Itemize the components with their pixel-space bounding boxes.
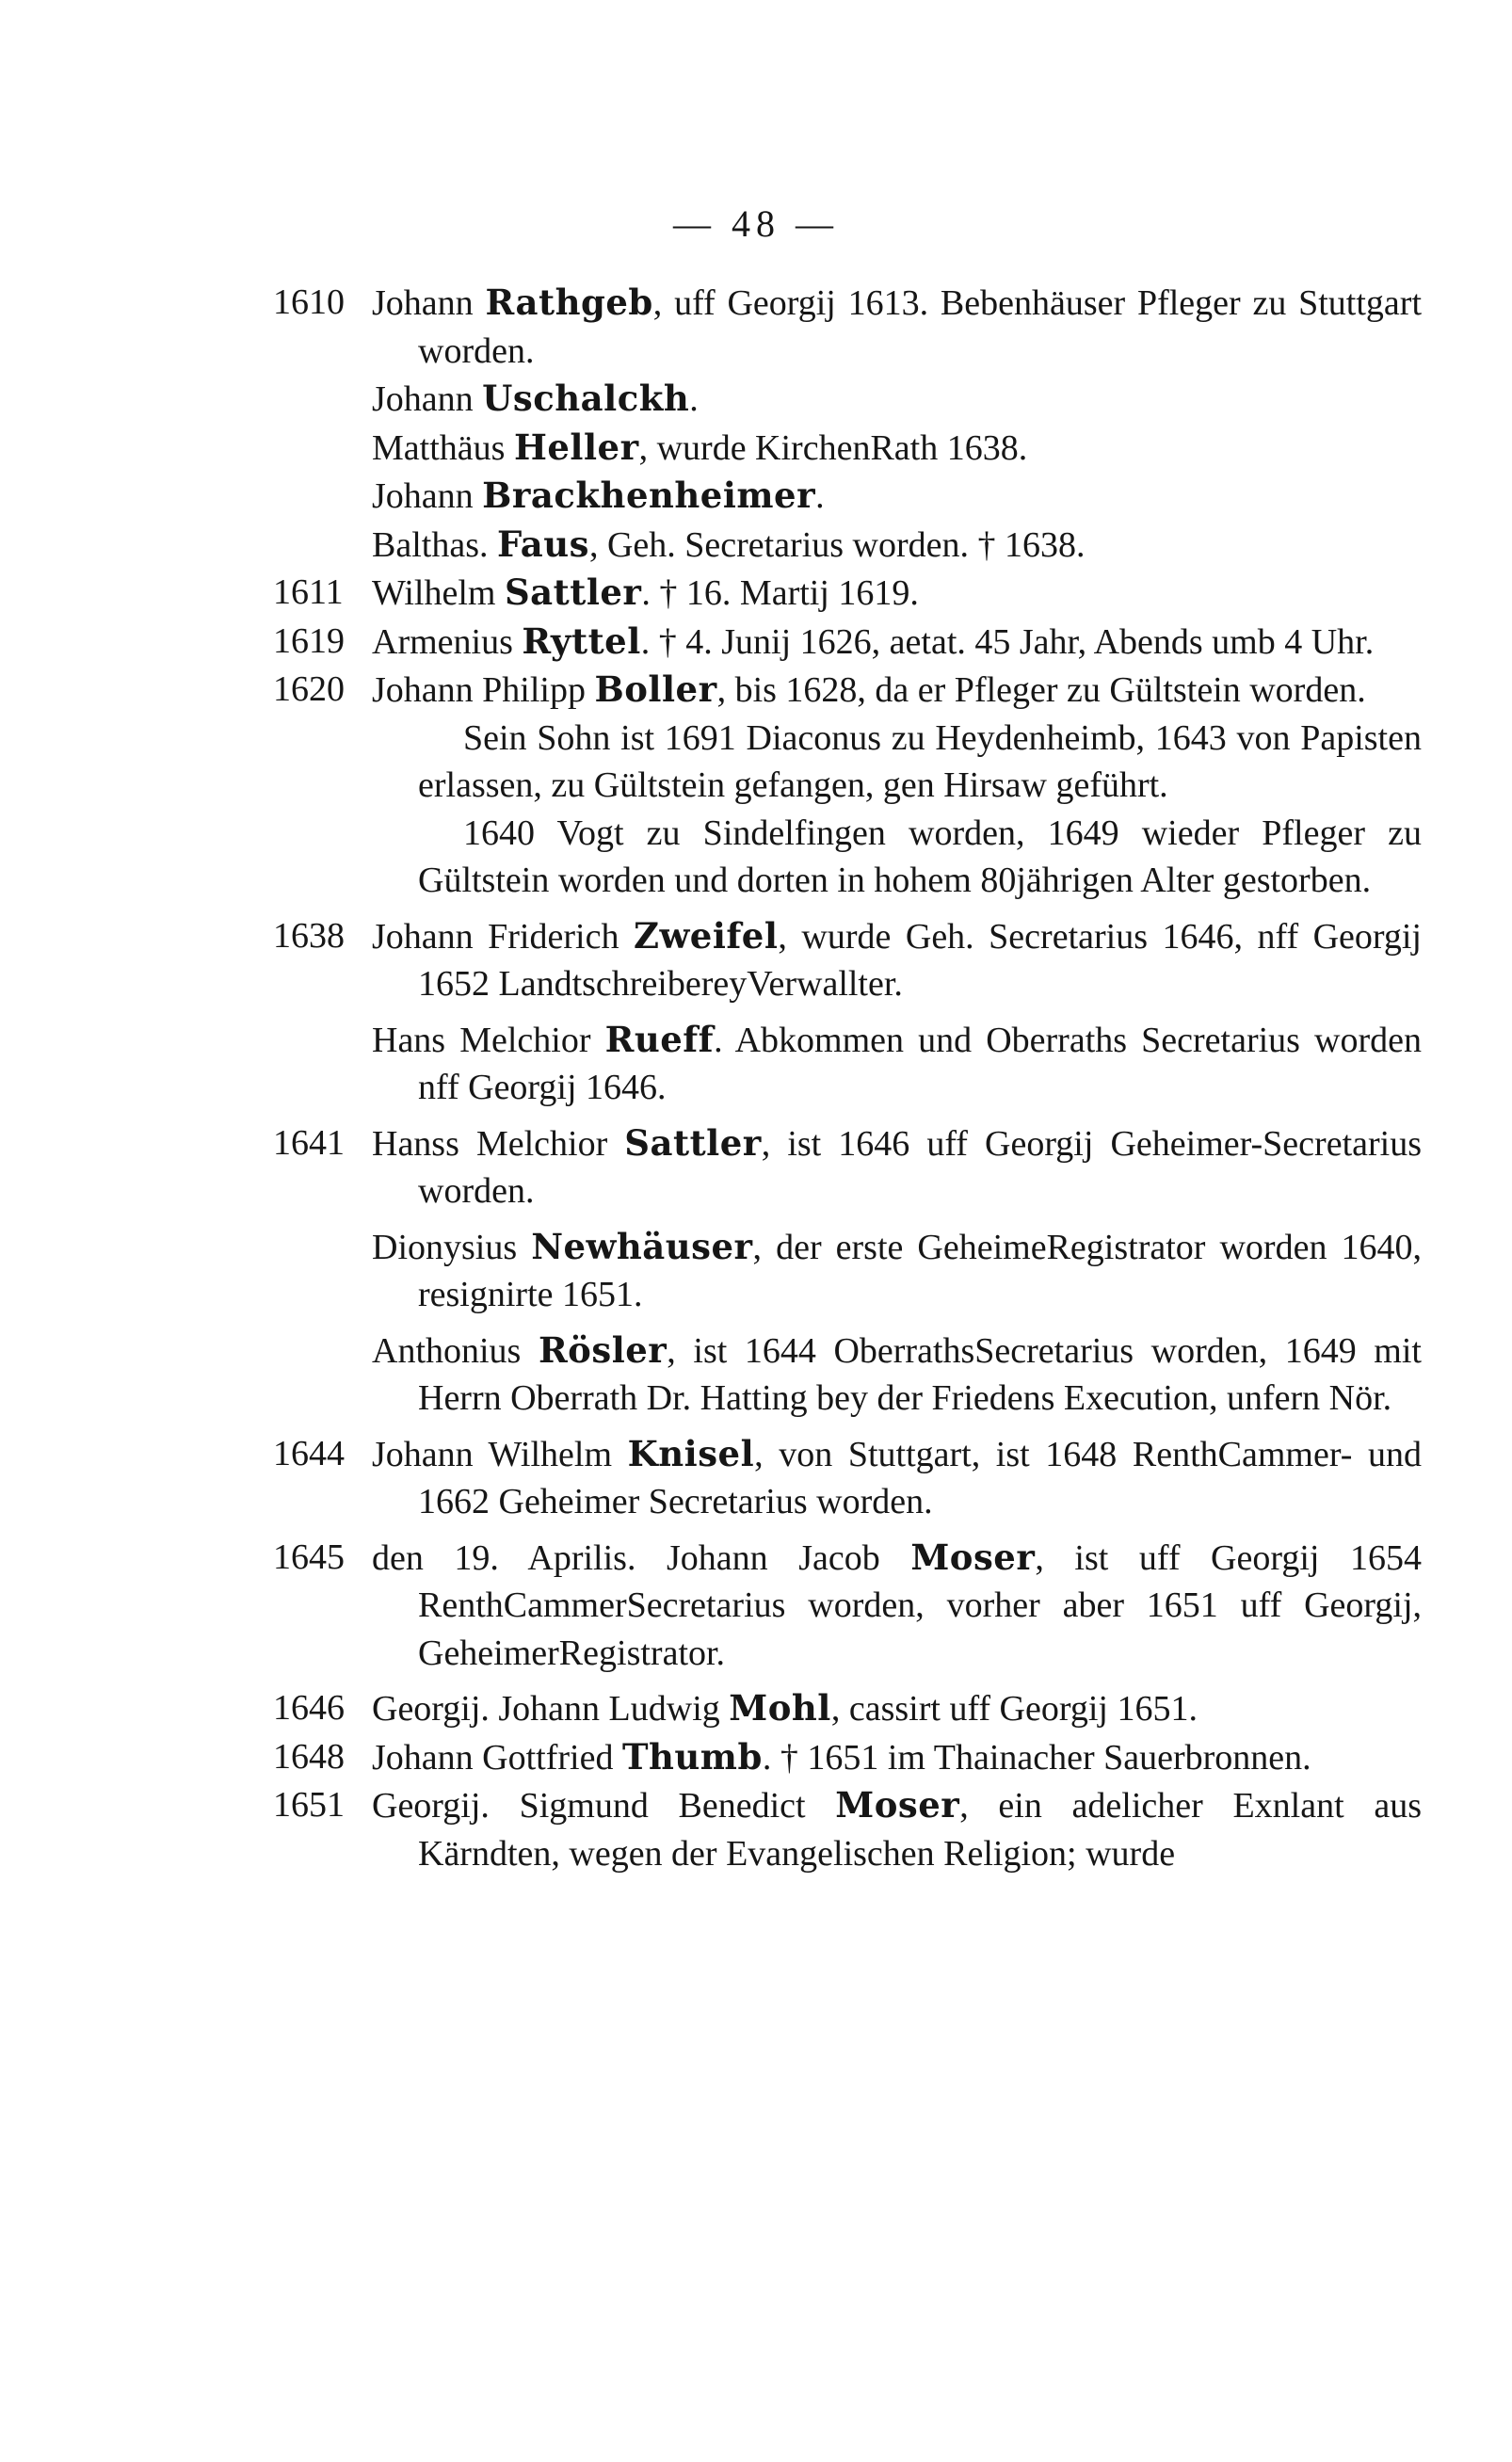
entry-text: Johann Gottfried Thumb. † 1651 im Thainacher Sauerbronnen. <box>372 1735 1311 1778</box>
entry-newhaeuser <box>273 1223 1422 1319</box>
entry-uschalckh <box>273 375 1422 424</box>
note-paragraph: 1640 Vogt zu Sindelfingen worden, 1649 wieder Pfleger zu Gültstein worden und dorten in hohem 80jährigen Alter gestorben. <box>418 813 1422 900</box>
entry-text: Georgij. Johann Ludwig Mohl, cassirt uff Georgij 1651. <box>372 1687 1198 1729</box>
register-list <box>273 279 1422 1877</box>
entry-text: Johann Brackhenheimer. <box>372 475 825 516</box>
entry-rueff <box>273 1016 1422 1112</box>
entry-text: Johann Wilhelm Knisel, von Stuttgart, ist 1648 RenthCammer- und 1662 Geheimer Secretarius worden. <box>372 1432 1422 1521</box>
entry-1619-ryttel <box>273 618 1422 667</box>
entry-boller-note-2 <box>273 810 1422 905</box>
entry-text: Hanss Melchior Sattler, ist 1646 uff Georgij Geheimer-Secretarius worden. <box>372 1121 1422 1211</box>
note-paragraph: Sein Sohn ist 1691 Diaconus zu Heydenheimb, 1643 von Papisten erlassen, zu Gültstein gefangen, gen Hirsaw geführt. <box>418 717 1422 805</box>
entry-1651-moser <box>273 1781 1422 1877</box>
entry-year <box>273 1016 372 1112</box>
entry-text: Johann Rathgeb, uff Georgij 1613. Bebenhäuser Pfleger zu Stuttgart worden. <box>372 282 1423 371</box>
person-name: Rathgeb <box>485 282 653 323</box>
person-name: Knisel <box>627 1432 755 1474</box>
entry-year: 1646 <box>273 1688 345 1728</box>
entry-year <box>273 1223 372 1319</box>
person-name: Ryttel <box>522 620 641 662</box>
person-name: Rueff <box>604 1018 715 1060</box>
entry-text: Wilhelm Sattler. † 16. Martij 1619. <box>372 571 919 613</box>
entry-year: 1645 <box>273 1537 345 1577</box>
entry-year: 1620 <box>273 669 345 709</box>
entry-year: 1651 <box>273 1785 345 1825</box>
entry-year <box>273 1327 372 1423</box>
entry-1641-sattler <box>273 1119 1422 1215</box>
entry-year: 1619 <box>273 620 345 661</box>
entry-text: Johann Uschalckh. <box>372 378 699 419</box>
entry-year <box>273 424 372 473</box>
person-name: Brackhenheimer <box>482 475 816 516</box>
person-name: Newhäuser <box>531 1225 753 1267</box>
entry-1648-thumb <box>273 1733 1422 1782</box>
person-name: Moser <box>835 1784 960 1826</box>
entry-1611-sattler <box>273 569 1422 618</box>
entry-year: 1641 <box>273 1122 345 1163</box>
entry-1645-moser <box>273 1534 1422 1678</box>
entry-brackhenheimer <box>273 472 1422 521</box>
entry-roesler <box>273 1327 1422 1423</box>
person-name: Uschalckh <box>482 378 690 419</box>
person-name: Sattler <box>624 1121 762 1164</box>
entry-year <box>273 472 372 521</box>
entry-text: Armenius Ryttel. † 4. Junij 1626, aetat. 45 Jahr, Abends umb 4 Uhr. <box>372 620 1375 662</box>
entry-text: Johann Philipp Boller, bis 1628, da er Pfleger zu Gültstein worden. <box>372 668 1366 710</box>
entry-heller <box>273 424 1422 473</box>
entry-year <box>273 521 372 570</box>
entry-1620-boller <box>273 666 1422 715</box>
entry-year: 1644 <box>273 1433 345 1473</box>
entry-text: Balthas. Faus, Geh. Secretarius worden. † 1638. <box>372 523 1086 565</box>
entry-1638-zweifel <box>273 912 1422 1008</box>
page-number: — 48 — <box>673 202 839 245</box>
entry-boller-note-1 <box>273 715 1422 810</box>
entry-faus <box>273 521 1422 570</box>
person-name: Faus <box>496 523 589 565</box>
person-name: Thumb <box>621 1735 763 1778</box>
entry-text: den 19. Aprilis. Johann Jacob Moser, ist uff Georgij 1654 RenthCammerSecretarius worden, vorher aber 1651 uff Georgij, GeheimerRegistrator. <box>372 1536 1422 1673</box>
person-name: Rösler <box>538 1328 668 1371</box>
entry-text: Johann Friderich Zweifel, wurde Geh. Secretarius 1646, nff Georgij 1652 LandtschreibereyVerwallter. <box>372 914 1422 1004</box>
entry-year: 1611 <box>273 572 344 612</box>
entry-1610-rathgeb <box>273 279 1422 375</box>
entry-text: Georgij. Sigmund Benedict Moser, ein adelicher Exnlant aus Kärndten, wegen der Evangelischen Religion; wurde <box>372 1784 1422 1874</box>
person-name: Zweifel <box>633 914 779 957</box>
person-name: Heller <box>513 426 639 468</box>
entry-text: Matthäus Heller, wurde KirchenRath 1638. <box>372 426 1028 468</box>
person-name: Moser <box>910 1536 1036 1578</box>
entry-text: Anthonius Rösler, ist 1644 OberrathsSecretarius worden, 1649 mit Herrn Oberrath Dr. Hatting bey der Friedens Execution, unfern Nör. <box>372 1328 1422 1418</box>
entry-text: Dionysius Newhäuser, der erste GeheimeRegistrator worden 1640, resignirte 1651. <box>372 1225 1422 1314</box>
entry-year: 1610 <box>273 282 345 322</box>
entry-text: Hans Melchior Rueff. Abkommen und Oberraths Secretarius worden nff Georgij 1646. <box>372 1018 1422 1107</box>
person-name: Sattler <box>504 571 642 613</box>
entry-year: 1648 <box>273 1736 345 1777</box>
person-name: Mohl <box>729 1687 831 1729</box>
entry-year: 1638 <box>273 915 345 956</box>
entry-1646-mohl <box>273 1684 1422 1733</box>
person-name: Boller <box>594 668 717 710</box>
entry-1644-knisel <box>273 1430 1422 1526</box>
entry-year <box>273 375 372 424</box>
